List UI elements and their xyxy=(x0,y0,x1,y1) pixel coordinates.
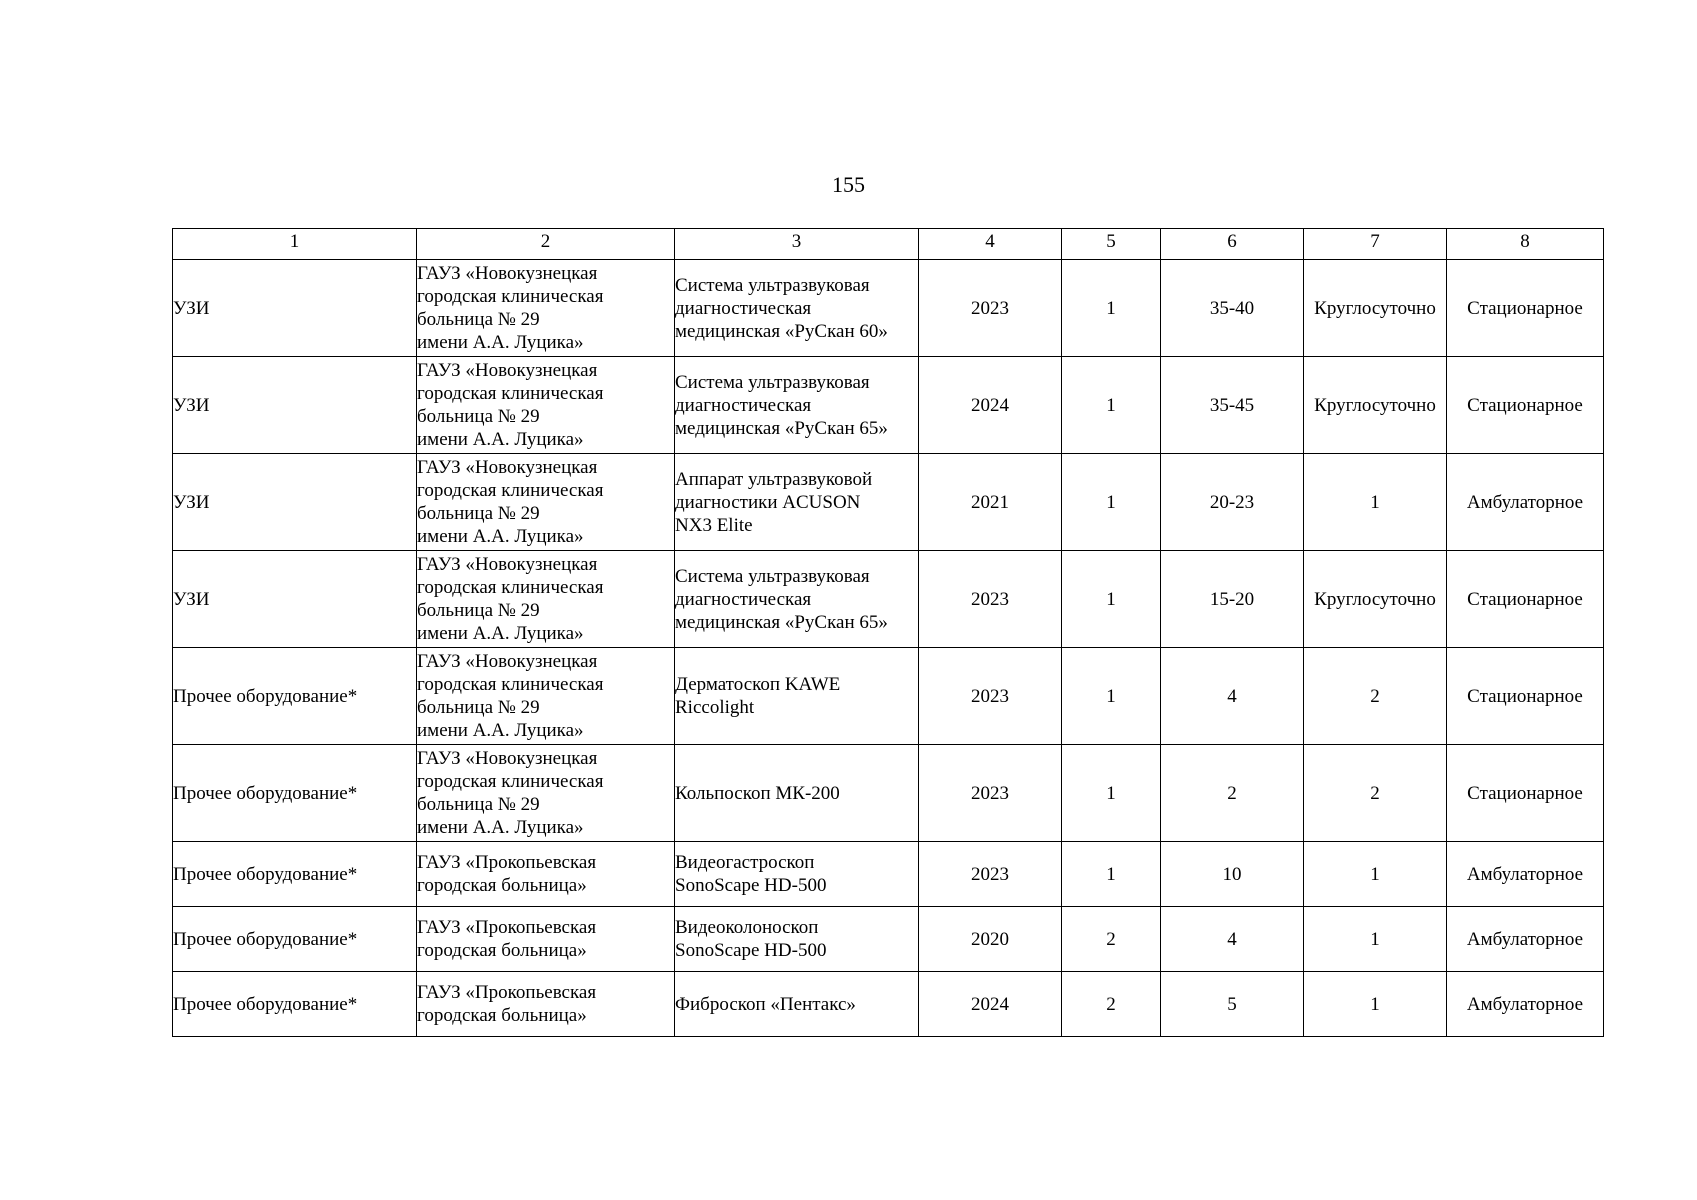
device-cell xyxy=(675,907,919,972)
quantity-cell: 1 xyxy=(1062,648,1161,745)
year-cell: 2024 xyxy=(919,357,1062,454)
organization-cell xyxy=(417,648,675,745)
year-cell: 2020 xyxy=(919,907,1062,972)
column-header: 6 xyxy=(1161,229,1304,260)
column-header: 8 xyxy=(1447,229,1604,260)
year-cell: 2023 xyxy=(919,648,1062,745)
equipment-table xyxy=(172,228,1604,1037)
table-row xyxy=(173,648,1604,745)
schedule-cell: Круглосуточно xyxy=(1304,260,1447,357)
year-cell: 2021 xyxy=(919,454,1062,551)
organization-text: ГАУЗ «Прокопьевская городская больница» xyxy=(417,917,597,961)
mode-cell: Стационарное xyxy=(1447,745,1604,842)
quantity-cell: 1 xyxy=(1062,260,1161,357)
schedule-cell: Круглосуточно xyxy=(1304,357,1447,454)
schedule-cell: Круглосуточно xyxy=(1304,551,1447,648)
schedule-cell: 1 xyxy=(1304,972,1447,1037)
page-number: 155 xyxy=(832,172,865,197)
schedule-cell: 1 xyxy=(1304,842,1447,907)
device-cell xyxy=(675,551,919,648)
equipment-type-cell: Прочее оборудование* xyxy=(173,745,417,842)
equipment-type-cell: УЗИ xyxy=(173,551,417,648)
equipment-type-cell: Прочее оборудование* xyxy=(173,907,417,972)
load-cell: 2 xyxy=(1161,745,1304,842)
organization-text: ГАУЗ «Новокузнецкая городская клиническая больница № 29 имени А.А. Луцика» xyxy=(417,457,604,547)
device-text: Кольпоскоп МК-200 xyxy=(675,782,840,804)
organization-cell xyxy=(417,260,675,357)
load-cell: 10 xyxy=(1161,842,1304,907)
load-cell: 35-45 xyxy=(1161,357,1304,454)
organization-text: ГАУЗ «Новокузнецкая городская клиническая больница № 29 имени А.А. Луцика» xyxy=(417,360,604,450)
device-cell xyxy=(675,260,919,357)
table-row xyxy=(173,357,1604,454)
organization-text: ГАУЗ «Новокузнецкая городская клиническая больница № 29 имени А.А. Луцика» xyxy=(417,651,604,741)
quantity-cell: 1 xyxy=(1062,357,1161,454)
equipment-type-cell: Прочее оборудование* xyxy=(173,842,417,907)
year-cell: 2023 xyxy=(919,842,1062,907)
mode-cell: Амбулаторное xyxy=(1447,454,1604,551)
device-cell xyxy=(675,454,919,551)
load-cell: 35-40 xyxy=(1161,260,1304,357)
mode-cell: Стационарное xyxy=(1447,357,1604,454)
organization-text: ГАУЗ «Прокопьевская городская больница» xyxy=(417,982,597,1026)
mode-cell: Амбулаторное xyxy=(1447,907,1604,972)
mode-cell: Стационарное xyxy=(1447,648,1604,745)
year-cell: 2023 xyxy=(919,551,1062,648)
quantity-cell: 1 xyxy=(1062,842,1161,907)
load-cell: 5 xyxy=(1161,972,1304,1037)
schedule-cell: 1 xyxy=(1304,454,1447,551)
device-cell xyxy=(675,357,919,454)
device-text: Видеоколоноскоп SonoScape HD-500 xyxy=(675,917,827,961)
table-row xyxy=(173,454,1604,551)
equipment-type-cell: УЗИ xyxy=(173,357,417,454)
quantity-cell: 1 xyxy=(1062,745,1161,842)
device-cell xyxy=(675,745,919,842)
equipment-type-cell: Прочее оборудование* xyxy=(173,972,417,1037)
organization-text: ГАУЗ «Новокузнецкая городская клиническая больница № 29 имени А.А. Луцика» xyxy=(417,748,604,838)
organization-cell xyxy=(417,972,675,1037)
device-text: Система ультразвуковая диагностическая медицинская «РуСкан 65» xyxy=(675,565,888,633)
table-row xyxy=(173,907,1604,972)
column-header: 5 xyxy=(1062,229,1161,260)
device-text: Видеогастроскоп SonoScape HD-500 xyxy=(675,852,827,896)
organization-cell xyxy=(417,745,675,842)
schedule-cell: 2 xyxy=(1304,745,1447,842)
load-cell: 4 xyxy=(1161,907,1304,972)
organization-cell xyxy=(417,842,675,907)
equipment-type-cell: УЗИ xyxy=(173,260,417,357)
device-cell xyxy=(675,972,919,1037)
mode-cell: Амбулаторное xyxy=(1447,972,1604,1037)
organization-cell xyxy=(417,454,675,551)
schedule-cell: 2 xyxy=(1304,648,1447,745)
schedule-cell: 1 xyxy=(1304,907,1447,972)
year-cell: 2023 xyxy=(919,260,1062,357)
year-cell: 2024 xyxy=(919,972,1062,1037)
mode-cell: Стационарное xyxy=(1447,260,1604,357)
column-header: 2 xyxy=(417,229,675,260)
equipment-type-cell: Прочее оборудование* xyxy=(173,648,417,745)
column-header: 3 xyxy=(675,229,919,260)
organization-text: ГАУЗ «Прокопьевская городская больница» xyxy=(417,852,597,896)
device-text: Система ультразвуковая диагностическая медицинская «РуСкан 60» xyxy=(675,274,888,342)
quantity-cell: 2 xyxy=(1062,907,1161,972)
organization-cell xyxy=(417,357,675,454)
table-row xyxy=(173,842,1604,907)
load-cell: 4 xyxy=(1161,648,1304,745)
device-text: Аппарат ультразвуковой диагностики ACUSON NX3 Elite xyxy=(675,468,873,536)
organization-cell xyxy=(417,907,675,972)
device-cell xyxy=(675,648,919,745)
quantity-cell: 1 xyxy=(1062,551,1161,648)
organization-text: ГАУЗ «Новокузнецкая городская клиническая больница № 29 имени А.А. Луцика» xyxy=(417,554,604,644)
table-row xyxy=(173,260,1604,357)
header-row xyxy=(173,229,1604,260)
table-row xyxy=(173,745,1604,842)
load-cell: 15-20 xyxy=(1161,551,1304,648)
table-row xyxy=(173,972,1604,1037)
quantity-cell: 2 xyxy=(1062,972,1161,1037)
table-row xyxy=(173,551,1604,648)
column-header: 4 xyxy=(919,229,1062,260)
column-header: 7 xyxy=(1304,229,1447,260)
quantity-cell: 1 xyxy=(1062,454,1161,551)
organization-cell xyxy=(417,551,675,648)
device-text: Система ультразвуковая диагностическая медицинская «РуСкан 65» xyxy=(675,371,888,439)
column-header: 1 xyxy=(173,229,417,260)
mode-cell: Амбулаторное xyxy=(1447,842,1604,907)
mode-cell: Стационарное xyxy=(1447,551,1604,648)
device-text: Дерматоскоп KAWE Riccolight xyxy=(675,674,841,718)
device-cell xyxy=(675,842,919,907)
organization-text: ГАУЗ «Новокузнецкая городская клиническая больница № 29 имени А.А. Луцика» xyxy=(417,263,604,353)
equipment-type-cell: УЗИ xyxy=(173,454,417,551)
device-text: Фиброскоп «Пентакс» xyxy=(675,993,856,1015)
load-cell: 20-23 xyxy=(1161,454,1304,551)
year-cell: 2023 xyxy=(919,745,1062,842)
